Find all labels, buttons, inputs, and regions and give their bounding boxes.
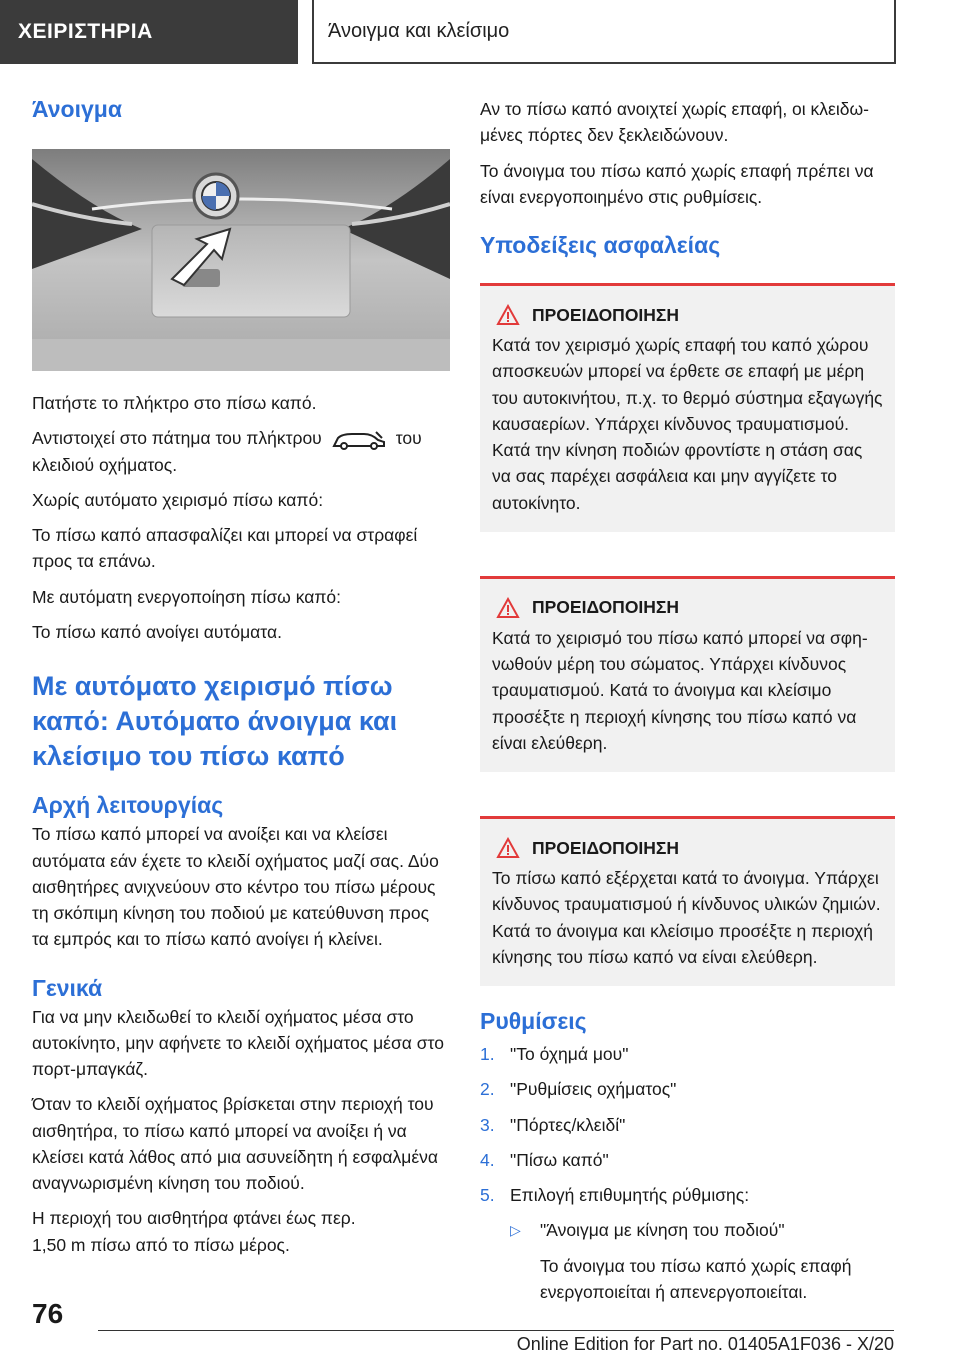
step-text: "Ρυθμίσεις οχήματος" [510,1079,677,1100]
list-item [480,1112,895,1138]
list-item [480,1076,895,1102]
range-text-a: Η περιοχή του αισθητήρα φτάνει έως περ. [32,1208,356,1229]
footer-divider [98,1330,894,1331]
subsection-settings: Ρυθμίσεις [480,1008,587,1034]
step-number: 3. [480,1114,495,1135]
list-item [480,1147,895,1173]
warning-title: ΠΡΟΕΙΔΟΠΟΙΗΣΗ [532,597,680,618]
sub-option-text: "Άνοιγμα με κίνηση του ποδιού" [540,1220,785,1241]
left-column [32,96,450,1267]
settings-steps [480,1041,895,1208]
warning-text: Κατά το χειρισμό του πίσω καπό μπορεί να σφηνωθούν μέρη του σώματος. Υπάρχει κίνδυνος τραυματισμού. Κατά το άνοιγμα και κλείσιμο προσέξτε η περιοχή κίνησης του πίσω καπό να είναι ελεύθερη. [492,627,868,753]
contactless-note-1: Αν το πίσω καπό ανοιχτεί χωρίς επαφή, οι κλειδωμένες πόρτες δεν ξεκλειδώνουν. [480,99,869,146]
sub-option [510,1217,895,1243]
warning-triangle-icon [496,597,520,619]
page-number: 76 [32,1298,64,1329]
step-text: Επιλογή επιθυμητής ρύθμισης: [510,1185,750,1205]
section-title-opening: Άνοιγμα [32,96,122,122]
step-text: "Πόρτες/κλειδί" [510,1114,626,1135]
footer-edition: Online Edition for Part no. 01405A1F036 - X/20 [516,1334,894,1354]
triangle-marker-icon: ▷ [510,1222,521,1239]
right-column [480,96,895,1305]
warning-title: ΠΡΟΕΙΔΟΠΟΙΗΣΗ [532,304,680,325]
general-text-3 [32,1205,450,1258]
header-section: ΧΕΙΡΙΣΤΗΡΙΑ [0,0,298,64]
range-text-b: 1,50 m πίσω από το πίσω μέρος. [32,1234,290,1255]
general-text-1: Για να μην κλειδωθεί το κλειδί οχήματος μέσα στο αυτοκίνητο, μην αφήνετε το κλειδί οχήματος μέσα στο πορτ-μπαγκάζ. [32,1006,444,1080]
warning-box [480,576,895,772]
warning-box [480,283,895,532]
list-item [480,1182,895,1208]
chapter-title: Άνοιγμα και κλείσιμο [328,19,510,42]
header-chapter [312,0,896,64]
car-trunk-icon [330,428,388,452]
subsection-safety: Υποδείξεις ασφαλείας [480,232,721,258]
step-number: 5. [480,1185,495,1205]
auto-text: Το πίσω καπό ανοίγει αυτόματα. [32,621,282,642]
manual-text: Το πίσω καπό απασφαλίζει και μπορεί να στραφεί προς τα επάνω. [32,525,418,572]
warning-text: Το πίσω καπό εξέρχεται κατά το άνοιγμα. Υπάρχει κίνδυνος τραυματισμού ή κίνδυνος υλικών ζημιών. Κατά το άνοιγμα και κλείσιμο προσέξτε η περιοχή κίνησης του πίσω καπό να είναι ελεύθερη. [492,868,881,967]
general-text-2: Όταν το κλειδί οχήματος βρίσκεται στην περιοχή του αισθητήρα, το πίσω καπό μπορεί να ανοίξει ή να κλείσει κατά λάθος από μια ασυνείδητη ή εσφαλμένα αναγνωρισμένη κίνηση του ποδιού. [32,1094,439,1194]
sub-option-note: Το άνοιγμα του πίσω καπό χωρίς επαφή ενεργοποιείται ή απενεργοποιείται. [540,1255,852,1302]
subsection-principle: Αρχή λειτουργίας [32,792,224,819]
warning-title: ΠΡΟΕΙΔΟΠΟΙΗΣΗ [532,837,680,858]
warning-triangle-icon [496,837,520,859]
key-correspondence [32,425,450,478]
step-number: 1. [480,1044,495,1064]
key-text-b: του κλειδιού οχήματος. [32,428,422,475]
step-number: 2. [480,1079,495,1100]
principle-text: Το πίσω καπό μπορεί να ανοίξει και να κλείσει αυτόματα εάν έχετε το κλειδί οχήματος μαζί σας. Δύο αισθητήρες ανιχνεύουν στο κέντρο του πίσω μέρους τη σκόπιμη κίνηση του ποδιού με κατεύθυνση προς τα εμπρός και το πίσω καπό ανοίγει ή κλείνει. [32,824,439,950]
manual-label: Χωρίς αυτόματο χειρισμό πίσω καπό: [32,489,324,510]
warning-box [480,816,895,986]
contactless-note-2: Το άνοιγμα του πίσω καπό χωρίς επαφή πρέπει να είναι ενεργοποιημένο στις ρυθμίσεις. [480,160,874,207]
step-number: 4. [480,1149,495,1170]
step-text: "Πίσω καπό" [510,1149,609,1170]
auto-label: Με αυτόματη ενεργοποίηση πίσω καπό: [32,586,342,607]
list-item [480,1041,895,1067]
section-title-auto: Με αυτόματο χειρισμό πίσω καπό: Αυτόματο άνοιγμα και κλείσιμο του πίσω καπό [32,671,398,772]
trunk-photo [32,149,450,371]
subsection-general: Γενικά [32,974,103,1001]
warning-text: Κατά τον χειρισμό χωρίς επαφή του καπό χώρου αποσκευών μπορεί να έρθετε σε επαφή με μέρη του αυτοκινήτου, π.χ. το θερμό σύστημα εξαγωγής καυσαερίων. Υπάρχει κίνδυνος τραυματισμού. Κατά την κίνηση ποδιών φροντίστε η στάση σας να σας παρέχει ασφάλεια και μην αγγίζετε το αυτοκίνητο. [492,335,883,513]
step-text: "Το όχημά μου" [510,1044,629,1064]
press-button-text: Πατήστε το πλήκτρο στο πίσω καπό. [32,393,317,413]
key-text-a: Αντιστοιχεί στο πάτημα του πλήκτρου [32,428,322,449]
warning-triangle-icon [496,304,520,326]
